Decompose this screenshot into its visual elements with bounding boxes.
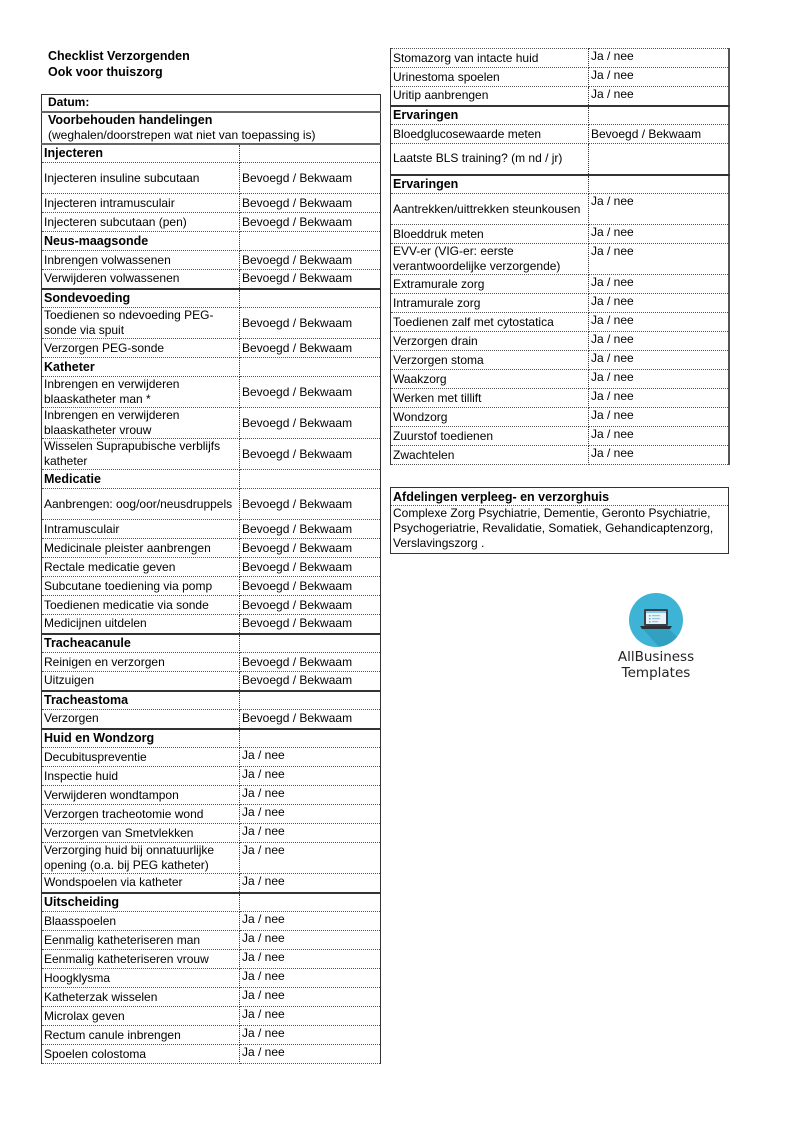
row-value-field[interactable]: Bevoegd / Bekwaam: [240, 489, 381, 520]
row-label: Injecteren intramusculair: [42, 194, 240, 213]
category-value-cell: [240, 729, 381, 748]
category-label: Tracheastoma: [42, 691, 240, 710]
section-header-title: Voorbehouden handelingen: [48, 112, 213, 127]
table-row: [42, 558, 381, 577]
table-row: [391, 244, 729, 275]
row-label: Aantrekken/uittrekken steunkousen: [391, 194, 589, 225]
category-label: Huid en Wondzorg: [42, 729, 240, 748]
row-value-field[interactable]: Bevoegd / Bekwaam: [240, 270, 381, 289]
row-value-field[interactable]: Ja / nee: [240, 912, 381, 931]
row-value-field[interactable]: Bevoegd / Bekwaam: [240, 615, 381, 634]
table-row: [42, 748, 381, 767]
row-value-field[interactable]: Ja / nee: [589, 244, 729, 275]
category-value-cell: [240, 232, 381, 251]
table-row: [42, 1045, 381, 1064]
row-value-field[interactable]: Bevoegd / Bekwaam: [240, 339, 381, 358]
row-label: Bloeddruk meten: [391, 225, 589, 244]
table-row: [42, 251, 381, 270]
table-row: [42, 767, 381, 786]
table-row: [42, 539, 381, 558]
row-value-field[interactable]: Bevoegd / Bekwaam: [240, 558, 381, 577]
category-value-cell: [240, 691, 381, 710]
row-label: Verzorgen PEG-sonde: [42, 339, 240, 358]
row-label: Intramusculair: [42, 520, 240, 539]
row-value-field[interactable]: Bevoegd / Bekwaam: [240, 377, 381, 408]
table-row: [42, 843, 381, 874]
row-value-field[interactable]: Ja / nee: [589, 294, 729, 313]
row-value-field[interactable]: Bevoegd / Bekwaam: [240, 596, 381, 615]
table-row: [391, 389, 729, 408]
table-row: [391, 87, 729, 106]
table-row: [42, 520, 381, 539]
row-label: Zwachtelen: [391, 446, 589, 465]
category-value-cell: [240, 634, 381, 653]
row-label: Eenmalig katheteriseren man: [42, 931, 240, 950]
table-row: [391, 49, 729, 68]
category-value-cell: [240, 358, 381, 377]
row-label: Waakzorg: [391, 370, 589, 389]
row-label: Rectum canule inbrengen: [42, 1026, 240, 1045]
datum-row: [42, 95, 381, 112]
row-label: Toedienen so ndevoeding PEG-sonde via spuit: [42, 308, 240, 339]
ervaringen-table: [390, 48, 730, 465]
row-label: Uitzuigen: [42, 672, 240, 691]
row-value-field[interactable]: Ja / nee: [240, 805, 381, 824]
category-value-cell: [589, 175, 729, 194]
category-row: [42, 691, 381, 710]
row-value-field[interactable]: Bevoegd / Bekwaam: [240, 163, 381, 194]
row-label: Verzorgen tracheotomie wond: [42, 805, 240, 824]
table-row: [391, 194, 729, 225]
category-row: [42, 232, 381, 251]
table-row: [42, 1007, 381, 1026]
row-label: Zuurstof toedienen: [391, 427, 589, 446]
title-line-1: Checklist Verzorgenden: [48, 49, 190, 63]
row-label: Toedienen medicatie via sonde: [42, 596, 240, 615]
row-label: Blaasspoelen: [42, 912, 240, 931]
row-label: Hoogklysma: [42, 969, 240, 988]
row-value-field[interactable]: Ja / nee: [589, 408, 729, 427]
table-row: [391, 225, 729, 244]
row-label: Inbrengen en verwijderen blaaskatheter man *: [42, 377, 240, 408]
row-label: Verzorgen drain: [391, 332, 589, 351]
table-row: [391, 68, 729, 87]
category-label: Neus-maagsonde: [42, 232, 240, 251]
row-label: Wondzorg: [391, 408, 589, 427]
row-value-field[interactable]: Bevoegd / Bekwaam: [240, 408, 381, 439]
row-value-field[interactable]: [589, 144, 729, 175]
category-row: [42, 634, 381, 653]
row-label: Bloedglucosewaarde meten: [391, 125, 589, 144]
row-label: Subcutane toediening via pomp: [42, 577, 240, 596]
table-row: [42, 577, 381, 596]
table-row: [42, 672, 381, 691]
row-value-field[interactable]: Bevoegd / Bekwaam: [240, 194, 381, 213]
category-row: [42, 358, 381, 377]
table-row: [42, 988, 381, 1007]
table-row: [391, 144, 729, 175]
category-value-cell: [240, 289, 381, 308]
row-value-field[interactable]: Bevoegd / Bekwaam: [240, 672, 381, 691]
row-label: Urinestoma spoelen: [391, 68, 589, 87]
row-value-field[interactable]: Bevoegd / Bekwaam: [240, 539, 381, 558]
category-label: Ervaringen: [391, 106, 589, 125]
row-label: Extramurale zorg: [391, 275, 589, 294]
row-value-field[interactable]: Bevoegd / Bekwaam: [589, 125, 729, 144]
category-label: Uitscheiding: [42, 893, 240, 912]
row-label: Wisselen Suprapubische verblijfs katheter: [42, 439, 240, 470]
category-label: Medicatie: [42, 470, 240, 489]
row-value-field[interactable]: Ja / nee: [589, 313, 729, 332]
row-label: Stomazorg van intacte huid: [391, 49, 589, 68]
row-value-field[interactable]: Ja / nee: [589, 68, 729, 87]
row-label: Inbrengen en verwijderen blaaskatheter vrouw: [42, 408, 240, 439]
table-row: [42, 377, 381, 408]
document-title: [48, 48, 190, 80]
row-label: Aanbrengen: oog/oor/neusdruppels: [42, 489, 240, 520]
row-label: Intramurale zorg: [391, 294, 589, 313]
table-row: [42, 270, 381, 289]
row-label: Spoelen colostoma: [42, 1045, 240, 1064]
category-label: Tracheacanule: [42, 634, 240, 653]
row-value-field[interactable]: Bevoegd / Bekwaam: [240, 251, 381, 270]
row-value-field[interactable]: Bevoegd / Bekwaam: [240, 520, 381, 539]
row-label: Verwijderen wondtampon: [42, 786, 240, 805]
row-value-field[interactable]: Ja / nee: [589, 389, 729, 408]
section-header-subtitle: (weghalen/doorstrepen wat niet van toepassing is): [48, 127, 316, 142]
row-label: Decubituspreventie: [42, 748, 240, 767]
table-row: [42, 950, 381, 969]
row-value-field[interactable]: Ja / nee: [240, 988, 381, 1007]
row-label: Wondspoelen via katheter: [42, 874, 240, 893]
row-value-field[interactable]: Ja / nee: [589, 427, 729, 446]
table-row: [42, 615, 381, 634]
category-label: Katheter: [42, 358, 240, 377]
row-value-field[interactable]: Ja / nee: [589, 351, 729, 370]
table-row: [391, 370, 729, 389]
row-value-field[interactable]: Bevoegd / Bekwaam: [240, 653, 381, 672]
row-label: Verzorgen: [42, 710, 240, 729]
row-value-field[interactable]: Ja / nee: [240, 1026, 381, 1045]
table-row: [42, 912, 381, 931]
table-row: [42, 874, 381, 893]
row-value-field[interactable]: Ja / nee: [240, 874, 381, 893]
row-value-field[interactable]: Ja / nee: [240, 767, 381, 786]
row-value-field[interactable]: Ja / nee: [240, 1007, 381, 1026]
row-value-field[interactable]: Bevoegd / Bekwaam: [240, 577, 381, 596]
table-row: [42, 805, 381, 824]
table-row: [391, 351, 729, 370]
table-row: [42, 653, 381, 672]
row-value-field[interactable]: Ja / nee: [589, 275, 729, 294]
row-label: EVV-er (VIG-er: eerste verantwoordelijke verzorgende): [391, 244, 589, 275]
row-value-field[interactable]: Ja / nee: [589, 87, 729, 106]
category-row: [42, 470, 381, 489]
voorbehouden-handelingen-table: [41, 94, 381, 1064]
row-label: Werken met tillift: [391, 389, 589, 408]
laptop-icon: [629, 593, 683, 647]
row-label: Uritip aanbrengen: [391, 87, 589, 106]
table-row: [42, 439, 381, 470]
table-row: [391, 427, 729, 446]
row-label: Reinigen en verzorgen: [42, 653, 240, 672]
row-label: Katheterzak wisselen: [42, 988, 240, 1007]
table-row: [42, 710, 381, 729]
row-value-field[interactable]: Ja / nee: [240, 950, 381, 969]
table-row: [391, 294, 729, 313]
row-label: Inspectie huid: [42, 767, 240, 786]
row-label: Eenmalig katheteriseren vrouw: [42, 950, 240, 969]
row-value-field[interactable]: Ja / nee: [240, 786, 381, 805]
departments-box: [390, 487, 729, 554]
category-row: [42, 144, 381, 163]
row-label: Injecteren subcutaan (pen): [42, 213, 240, 232]
row-label: Toedienen zalf met cytostatica: [391, 313, 589, 332]
section-header-row: [42, 112, 381, 144]
allbusiness-logo: [606, 593, 706, 681]
row-label: Laatste BLS training? (m nd / jr): [391, 144, 589, 175]
category-label: Injecteren: [42, 144, 240, 163]
category-value-cell: [240, 144, 381, 163]
table-row: [42, 931, 381, 950]
table-row: [391, 446, 729, 465]
row-label: Verzorgen stoma: [391, 351, 589, 370]
row-value-field[interactable]: Bevoegd / Bekwaam: [240, 213, 381, 232]
departments-text: Complexe Zorg Psychiatrie, Dementie, Geronto Psychiatrie, Psychogeriatrie, Revalidatie, Somatiek, Gehandicaptenzorg, Verslavingszorg .: [393, 506, 714, 550]
row-value-field[interactable]: Bevoegd / Bekwaam: [240, 439, 381, 470]
table-row: [391, 125, 729, 144]
category-row: [42, 729, 381, 748]
category-row: [42, 893, 381, 912]
category-label: Sondevoeding: [42, 289, 240, 308]
row-value-field[interactable]: Ja / nee: [240, 843, 381, 874]
row-label: Microlax geven: [42, 1007, 240, 1026]
row-value-field[interactable]: Ja / nee: [240, 824, 381, 843]
table-row: [391, 275, 729, 294]
table-row: [42, 408, 381, 439]
category-value-cell: [240, 893, 381, 912]
datum-label[interactable]: Datum:: [42, 95, 381, 112]
departments-title: Afdelingen verpleeg- en verzorghuis: [391, 488, 728, 506]
row-value-field[interactable]: Ja / nee: [240, 931, 381, 950]
category-label: Ervaringen: [391, 175, 589, 194]
table-row: [42, 786, 381, 805]
table-row: [42, 824, 381, 843]
row-label: Injecteren insuline subcutaan: [42, 163, 240, 194]
table-row: [42, 194, 381, 213]
row-value-field[interactable]: Ja / nee: [589, 225, 729, 244]
row-label: Medicinale pleister aanbrengen: [42, 539, 240, 558]
row-value-field[interactable]: Ja / nee: [240, 1045, 381, 1064]
row-value-field[interactable]: Bevoegd / Bekwaam: [240, 710, 381, 729]
row-value-field[interactable]: Ja / nee: [240, 748, 381, 767]
table-row: [42, 1026, 381, 1045]
logo-text-line-1: AllBusiness: [617, 649, 695, 665]
row-value-field[interactable]: Bevoegd / Bekwaam: [240, 308, 381, 339]
title-line-2: Ook voor thuiszorg: [48, 65, 163, 79]
section-header: [42, 112, 381, 144]
row-value-field[interactable]: Ja / nee: [589, 332, 729, 351]
logo-text-line-2: Templates: [621, 665, 691, 681]
table-row: [42, 213, 381, 232]
table-row: [391, 332, 729, 351]
category-row: [42, 289, 381, 308]
table-row: [391, 313, 729, 332]
row-value-field[interactable]: Ja / nee: [589, 370, 729, 389]
table-row: [42, 163, 381, 194]
row-value-field[interactable]: Ja / nee: [589, 446, 729, 465]
table-row: [42, 489, 381, 520]
category-value-cell: [589, 106, 729, 125]
row-label: Verzorging huid bij onnatuurlijke opening (o.a. bij PEG katheter): [42, 843, 240, 874]
table-row: [42, 308, 381, 339]
table-row: [42, 596, 381, 615]
category-row: [391, 106, 729, 125]
table-row: [391, 408, 729, 427]
row-label: Verzorgen van Smetvlekken: [42, 824, 240, 843]
row-value-field[interactable]: Ja / nee: [589, 49, 729, 68]
row-label: Rectale medicatie geven: [42, 558, 240, 577]
category-row: [391, 175, 729, 194]
table-row: [42, 339, 381, 358]
row-label: Medicijnen uitdelen: [42, 615, 240, 634]
row-value-field[interactable]: Ja / nee: [240, 969, 381, 988]
row-value-field[interactable]: Ja / nee: [589, 194, 729, 225]
row-label: Verwijderen volwassenen: [42, 270, 240, 289]
category-value-cell: [240, 470, 381, 489]
row-label: Inbrengen volwassenen: [42, 251, 240, 270]
table-row: [42, 969, 381, 988]
